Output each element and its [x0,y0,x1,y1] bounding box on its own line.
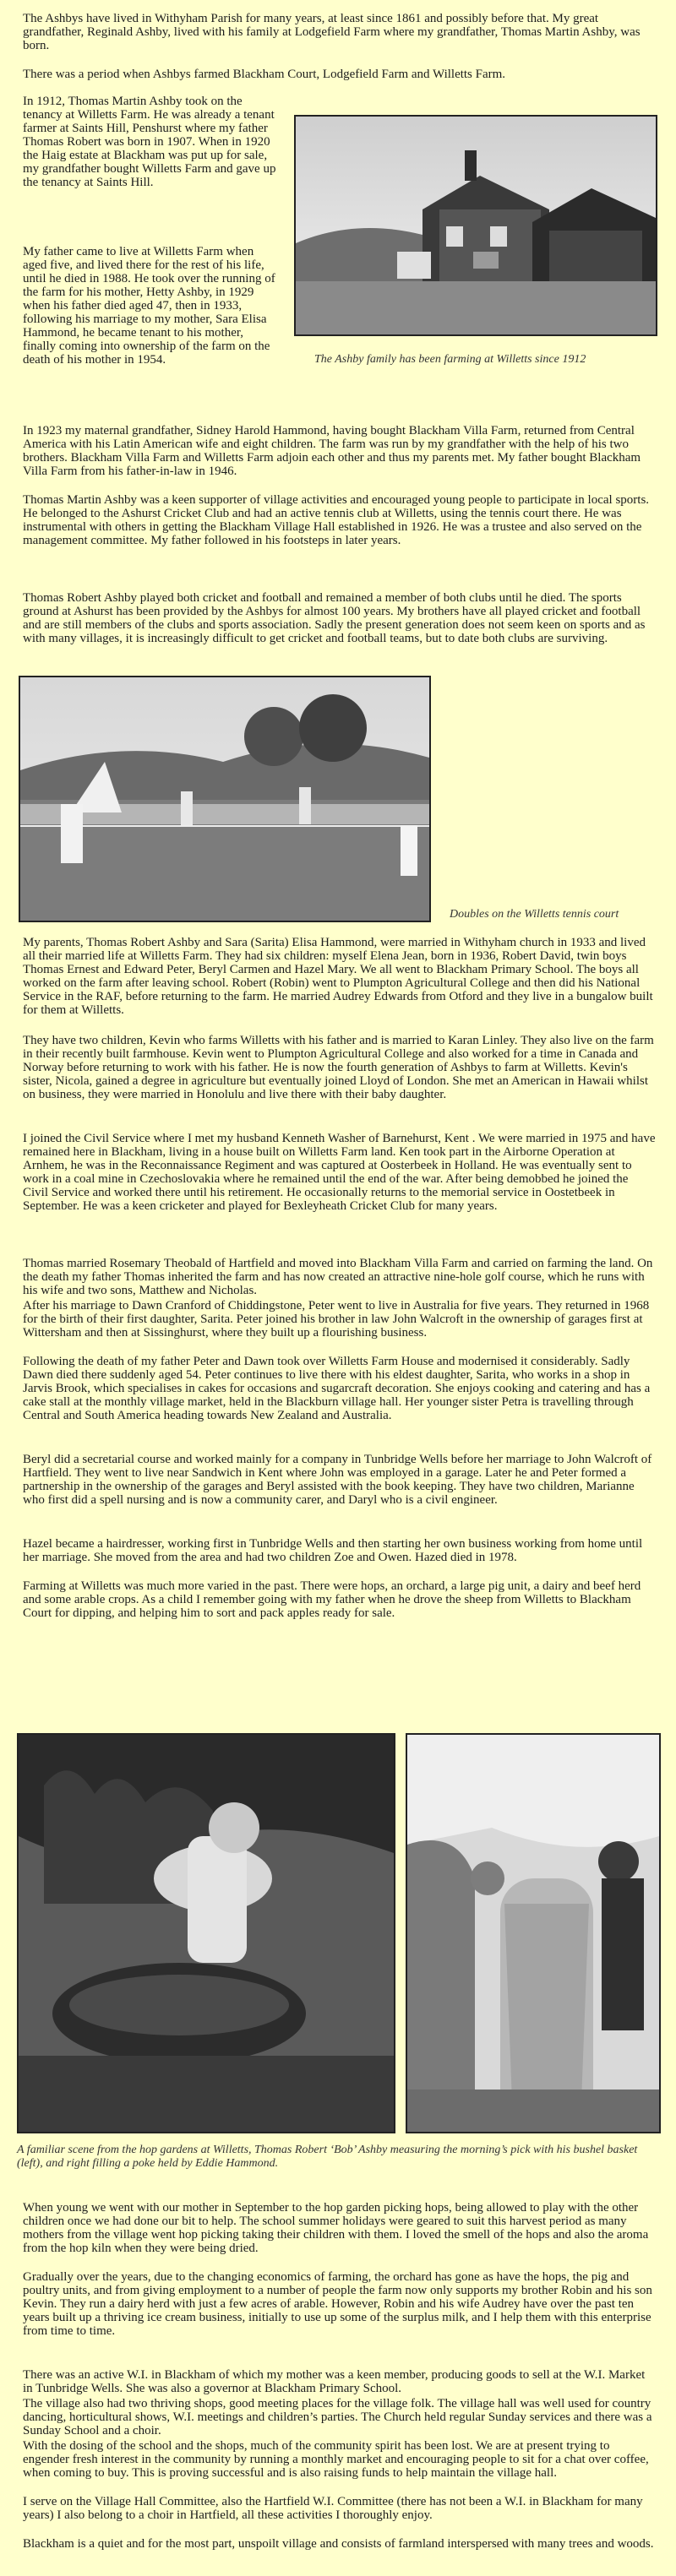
paragraph-peter-australia: After his marriage to Dawn Cranford of Chiddingstone, Peter went to live in Australia for five years. They returned in 1968 for the birth of their first daughter, Sarita. Peter joined his brother in law John Walcroft in the ownership of garages first at Wittersham and then at Sissinghurst, where they built up a flourishing business. [23,1299,650,1340]
paragraph-willetts-tenancy: In 1912, Thomas Martin Ashby took on the tenancy at Willetts Farm. He was already a tenant farmer at Saints Hill, Penshurst where my father Thomas Robert was born in 1907. When in 1920 the Haig estate at Blackham was put up for sale, my grandfather bought Willetts Farm and gave up the tenancy at Saints Hill. [23,95,276,189]
farm-buildings-photo [294,115,657,336]
hop-measuring-photo [17,1733,395,2133]
hop-poke-photo [406,1733,661,2133]
paragraph-ashby-farms: There was a period when Ashbys farmed Blackham Court, Lodgefield Farm and Willetts Farm. [23,68,506,81]
paragraph-parents-marriage: My parents, Thomas Robert Ashby and Sara (Sarita) Elisa Hammond, were married in Withyham church in 1933 and lived all their married life at Willetts Farm. They had six children: myself Elena Jean, born in 1936, Robert David, twin boys Thomas Ernest and Edward Peter, Beryl Carmen and Hazel Mary. We all went to Blackham Primary School. The boys all worked on the farm after leaving school. Robert (Robin) went to Plumpton Agricultural College and then did his National Service in the RAF, before returning to the farm. He married Audrey Edwards from Otford and they live in a bungalow built for them at Willetts. [23,936,653,1017]
paragraph-father-at-willetts: My father came to live at Willetts Farm when aged five, and lived there for the rest of his life, until he died in 1988. He took over the running of the farm for his mother, Hetty Ashby, in 1929 when his father died aged 47, then in 1933, following his marriage to my mother, Sara Elisa Hammond, he became tenant to his mother, finally coming into ownership of the farm on the death of his mother in 1954. [23,245,275,367]
paragraph-civil-service: I joined the Civil Service where I met my husband Kenneth Washer of Barnehurst, Kent . We were married in 1975 and have remained here in Blackham, living in a house built on Willetts Farm land. Ken took part in the Airborne Operation at Arnhem, he was in the Reconnaissance Regiment and was captured at Oosterbeek in Holland. He was eventually sent to work in a coal mine in Czechoslovakia where he remained until the end of the war. After being demobbed he joined the Civil Service and worked there until his retirement. He occasionally returns to the memorial service in Oostetbeek in September. He was a keen cricketer and played for Bexleyheath Cricket Club for many years. [23,1132,656,1213]
paragraph-cricket-football: Thomas Robert Ashby played both cricket and football and remained a member of both clubs until he died. The sports ground at Ashurst has been provided by the Ashbys for almost 100 years. My brothers have all played cricket and football and are still members of the clubs and sports association. Sadly the present generation does not seem keen on sports and as with many villages, it is increasingly difficult to get cricket and football teams, but to date both clubs are surviving. [23,591,646,645]
paragraph-hop-picking: When young we went with our mother in September to the hop garden picking hops, being allowed to play with the other children once we had done our bit to help. The school summer holidays were geared to suit this harvest period as many mothers from the village went hop picking taking their children with them. I loved the smell of the hops and also the aroma from the hop kiln when they were being dried. [23,2201,649,2255]
paragraph-ashby-history: The Ashbys have lived in Withyham Parish for many years, at least since 1861 and possibly before that. My great grandfather, Reginald Ashby, lived with his family at Lodgefield Farm where my grandfather, Thomas Martin Ashby, was born. [23,12,641,52]
paragraph-blackham-village: Blackham is a quiet and for the most part, unspoilt village and consists of farmland interspersed with many trees and woods. [23,2537,654,2551]
paragraph-village-shops: The village also had two thriving shops, good meeting places for the village folk. The village hall was well used for country dancing, horticultural shows, W.I. meetings and children’s parties. The Church held regular Sunday services and there was a Sunday School and a choir. [23,2397,652,2437]
paragraph-thomas-golf: Thomas married Rosemary Theobald of Hartfield and moved into Blackham Villa Farm and carried on farming the land. On the death my father Thomas inherited the farm and has now created an attractive nine-hole golf course, which he runs with his wife and two sons, Matthew and Nicholas. [23,1257,653,1297]
tennis-photo-caption: Doubles on the Willetts tennis court [450,908,619,921]
tennis-court-photo [19,676,431,922]
paragraph-hazel: Hazel became a hairdresser, working first in Tunbridge Wells and then starting her own business working from home until her marriage. She moved from the area and had two children Zoe and Owen. Hazed died in 1978. [23,1537,643,1564]
paragraph-sports-support: Thomas Martin Ashby was a keen supporter of village activities and encouraged young people to participate in local sports. He belonged to the Ashurst Cricket Club and had an active tennis club at Willetts, using the tennis court there. He was instrumental with others in getting the Blackham Village Hall established in 1926. He was a trustee and also served on the management committee. My father followed in his footsteps in later years. [23,493,650,547]
paragraph-committees: I serve on the Village Hall Committee, also the Hartfield W.I. Committee (there has not been a W.I. in Blackham for many years) I also belong to a choir in Hartfield, all these activities I thoroughly enjoy. [23,2495,643,2522]
paragraph-changing-economics: Gradually over the years, due to the changing economics of farming, the orchard has gone as have the hops, the pig and poultry units, and from giving employment to a number of people the farm now only supports my brother Robin and his son Kevin. They run a dairy herd with just a few acres of arable. However, Robin and his wife Audrey have over the past ten years built up a thriving ice cream business, initially to use up some of the surplus milk, and I help them with this enterprise from time to time. [23,2270,652,2338]
paragraph-community-spirit: With the dosing of the school and the shops, much of the community spirit has been lost. We are at present trying to engender fresh interest in the community by running a monthly market and encouraging people to sit for a chat over coffee, when coming to buy. This is proving successful and is also raising funds to help maintain the village hall. [23,2439,649,2480]
paragraph-farming-past: Farming at Willetts was much more varied in the past. There were hops, an orchard, a large pig unit, a dairy and beef herd and some arable crops. As a child I remember going with my father when he drove the sheep from Willetts to Blackham Court for dipping, and helping him to sort and pack apples ready for sale. [23,1579,641,1620]
paragraph-hammond-family: In 1923 my maternal grandfather, Sidney Harold Hammond, having bought Blackham Villa Farm, returned from Central America with his Latin American wife and eight children. The farm was run by my grandfather with the help of his two brothers. Blackham Villa Farm and Willetts Farm adjoin each other and thus my parents met. My father bought Blackham Villa Farm from his father-in-law in 1946. [23,424,641,478]
paragraph-peter-dawn: Following the death of my father Peter and Dawn took over Willetts Farm House and modernised it considerably. Sadly Dawn died there suddenly aged 54. Peter continues to live there with his eldest daughter, Sarita, who works in a shop in Jarvis Brook, which specialises in cakes for occasions and sugarcraft decoration. She enjoys cooking and catering and has a cake stall at the monthly village market, held in the Blackburn village hall. Her younger sister Petra is travelling through Central and South America heading towards New Zealand and Australia. [23,1355,651,1422]
paragraph-robin-children: They have two children, Kevin who farms Willetts with his father and is married to Karan Linley. They also live on the farm in their recently built farmhouse. Kevin went to Plumpton Agricultural College and also worked for a time in Canada and Norway before returning to work with his father. He is now the fourth generation of Ashbys to farm at Willetts. Kevin's sister, Nicola, gained a degree in agriculture but eventually joined Lloyd of London. She met an American in Hawaii whilst on business, they were married in Honolulu and live there with their baby daughter. [23,1034,654,1101]
paragraph-beryl: Beryl did a secretarial course and worked mainly for a company in Tunbridge Wells before her marriage to John Walcroft of Hartfield. They went to live near Sandwich in Kent where John was employed in a garage. Later he and Peter formed a partnership in the ownership of the garages and Beryl assisted with the book keeping. They have two children, Marianne who first did a spell nursing and is now a community carer, and Daryl who is a civil engineer. [23,1453,652,1507]
farm-photo-caption: The Ashby family has been farming at Willetts since 1912 [314,353,586,366]
paragraph-wi: There was an active W.I. in Blackham of which my mother was a keen member, producing goods to sell at the W.I. Market in Tunbridge Wells. She was also a governor at Blackham Primary School. [23,2368,646,2395]
hop-photo-caption: A familiar scene from the hop gardens at Willetts, Thomas Robert ‘Bob’ Ashby measuring the morning’s pick with his bushel basket (left), and right filling a poke held by Eddie Hammond. [17,2144,638,2170]
